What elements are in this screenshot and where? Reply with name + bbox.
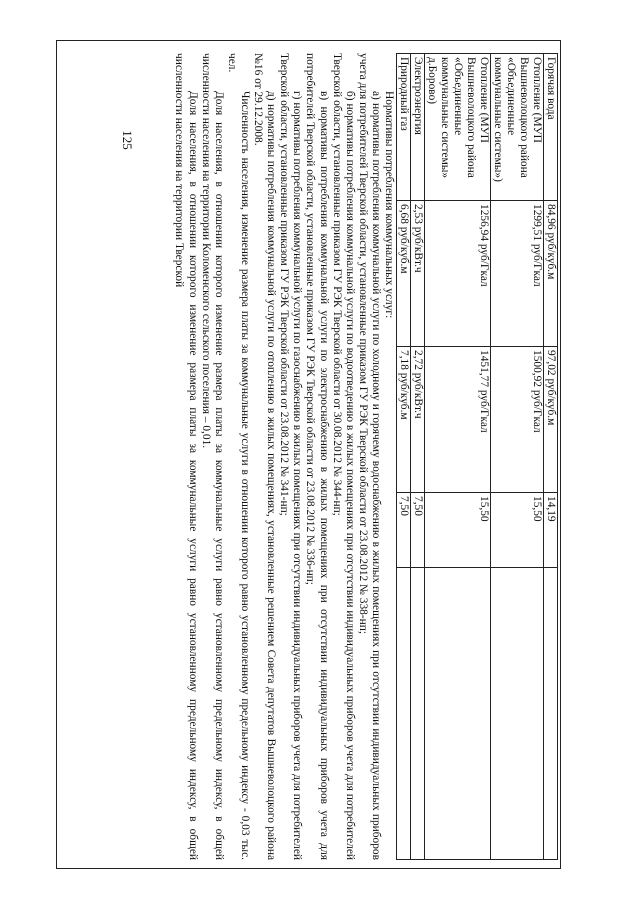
population-share-tver-paragraph: Доля населения, в отношении которого изменение размера платы за коммунальные услуги равно установленному предельному индексу, в общей численности населения на территории Тверской xyxy=(173,53,199,860)
table-cell-new-tariff: 1451,77 руб/Гкал xyxy=(425,347,491,493)
table-cell-percent: 14,19 xyxy=(544,493,558,568)
table-cell-extra xyxy=(411,568,425,860)
norms-heading: Нормативы потребления коммунальных услуг: xyxy=(383,91,395,319)
table-cell-service: Электроэнергия xyxy=(411,54,425,201)
table-cell-service: Природный газ xyxy=(397,54,411,201)
table-cell-service: Отопление (МУП Вышневолоцкого района «Объединенные коммунальные системы» д.Борово) xyxy=(425,54,491,201)
table-cell-new-tariff: 7,18 руб/куб.м xyxy=(397,347,411,493)
table-cell-percent: 7,50 xyxy=(397,493,411,568)
norm-item-b: б) нормативы потребления коммунальной услуги по водоотведению в жилых помещениях при отсутствии индивидуальных приборов учета для потребителей Тверской области, установленные приказом ГУ РЭК Тверской области от 30.08.2012 № 344-нп; xyxy=(330,53,356,860)
rotated-page-content xyxy=(57,41,561,869)
table-cell-old-tariff: 1256,94 руб/Гкал xyxy=(425,201,491,347)
norm-item-e: д) нормативы потребления коммунальной услуги по отоплению в жилых помещениях, установленные решением Совета депутатов Вышневолоцкого района №16 от 29.12.2008. xyxy=(252,53,278,860)
table-cell-new-tariff: 2,72 руб/кВт.ч xyxy=(411,347,425,493)
document-frame xyxy=(56,40,561,869)
table-cell-extra xyxy=(491,568,544,860)
norm-item-a: а) нормативы потребления коммунальной услуги по холодному и горячему водоснабжению в жилых помещениях при отсутствии индивидуальных приборов учета для потребителей Тверской области, установленные приказом ГУ РЭК Тверской области от 23.08.2012 № 338-нп; xyxy=(356,53,382,860)
page-number: 125 xyxy=(120,130,135,150)
table-row xyxy=(544,54,558,860)
table-cell-service: Отопление (МУП Вышневолоцкого района «Объединенные коммунальные системы») xyxy=(491,54,544,201)
table-cell-new-tariff: 97,02 руб/куб.м xyxy=(544,347,558,493)
table-cell-percent: 15,50 xyxy=(491,493,544,568)
table-row xyxy=(411,54,425,860)
table-row xyxy=(425,54,491,860)
table-row xyxy=(491,54,544,860)
table-cell-extra xyxy=(544,568,558,860)
table-cell-old-tariff: 1299,51 руб/Гкал xyxy=(491,201,544,347)
tariff-table xyxy=(396,53,558,860)
table-cell-old-tariff: 84,96 руб/куб.м xyxy=(544,201,558,347)
norm-item-d: г) нормативы потребления коммунальной услуги по газоснабжению в жилых помещениях при отсутствии индивидуальных приборов учета для потребителей Тверской области, установленные приказом ГУ РЭК Тверской области от 23.08.2012 № 341-нп; xyxy=(278,53,304,860)
table-row xyxy=(397,54,411,860)
table-cell-extra xyxy=(425,568,491,860)
table-cell-percent: 15,50 xyxy=(425,493,491,568)
table-cell-old-tariff: 2,53 руб/кВт.ч xyxy=(411,201,425,347)
table-cell-percent: 7,50 xyxy=(411,493,425,568)
table-cell-new-tariff: 1500,92 руб/Гкал xyxy=(491,347,544,493)
table-cell-old-tariff: 6,68 руб/куб.м xyxy=(397,201,411,347)
table-cell-service: Горячая вода xyxy=(544,54,558,201)
norm-item-c: в) нормативы потребления коммунальной услуги по электроснабжению в жилых помещениях при отсутствии индивидуальных приборов учета для потребителей Тверской области, установленные приказом ГУ РЭК Тверской области от 23.08.2012 № 336-нп; xyxy=(304,53,330,860)
population-count-paragraph: Численность населения, изменение размера платы за коммунальные услуги в отношении которого равно установленному предельному индексу - 0,03 тыс. чел. xyxy=(225,53,251,860)
population-share-kolomenskoe-paragraph: Доля населения, в отношении которого изменение размера платы за коммунальные услуги равно установленному предельному индексу, в общей численности населения на территории Коломенского сельского поселения – 0,01. xyxy=(199,53,225,860)
table-cell-extra xyxy=(397,568,411,860)
